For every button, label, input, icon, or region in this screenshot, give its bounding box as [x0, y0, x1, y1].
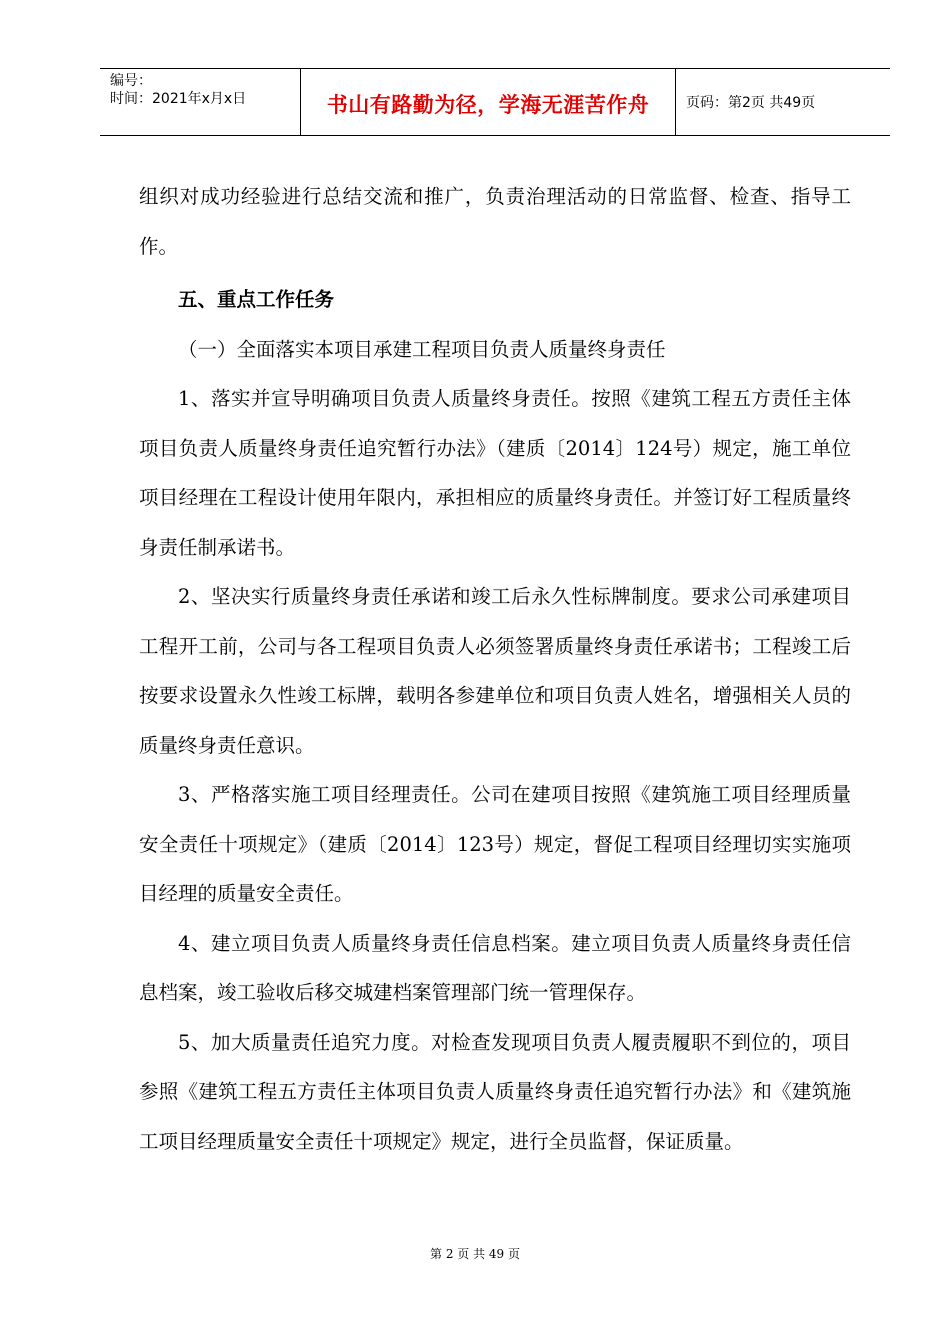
header-page-cell	[676, 69, 890, 135]
body-paragraph: 组织对成功经验进行总结交流和推广，负责治理活动的日常监督、检查、指导工作。	[139, 185, 851, 258]
body-paragraph: 3、严格落实施工项目经理责任。公司在建项目按照《建筑施工项目经理质量安全责任十项规定》（建质〔2014〕123号）规定，督促工程项目经理切实实施项目经理的质量安全责任。	[139, 783, 851, 905]
header-motto-cell	[301, 69, 676, 135]
subsection-heading: （一）全面落实本项目承建工程项目负责人质量终身责任	[178, 337, 666, 361]
document-body	[139, 172, 851, 1166]
section-heading: 五、重点工作任务	[178, 288, 335, 311]
footer-page-number: 第 2 页 共 49 页	[430, 1247, 520, 1261]
body-paragraph: 4、建立项目负责人质量终身责任信息档案。建立项目负责人质量终身责任信息档案，竣工验收后移交城建档案管理部门统一管理保存。	[139, 931, 851, 1004]
page-footer	[0, 1245, 950, 1262]
body-paragraph: 5、加大质量责任追究力度。对检查发现项目负责人履责履职不到位的，项目参照《建筑工程五方责任主体项目负责人质量终身责任追究暂行办法》和《建筑施工项目经理质量安全责任十项规定》规定，进行全员监督，保证质量。	[139, 1030, 851, 1153]
document-number-label: 编号：	[110, 73, 152, 89]
header-meta-cell	[100, 69, 301, 135]
document-time-label: 时间：2021年x月x日	[110, 91, 247, 107]
page-header	[100, 68, 890, 136]
body-paragraph: 1、落实并宣导明确项目负责人质量终身责任。按照《建筑工程五方责任主体项目负责人质量终身责任追究暂行办法》（建质〔2014〕124号）规定，施工单位项目经理在工程设计使用年限内，承担相应的质量终身责任。并签订好工程质量终身责任制承诺书。	[139, 387, 851, 559]
header-motto: 书山有路勤为径，学海无涯苦作舟	[326, 93, 650, 117]
header-page-label: 页码：第2页 共49页	[686, 95, 816, 111]
body-paragraph: 2、坚决实行质量终身责任承诺和竣工后永久性标牌制度。要求公司承建项目工程开工前，公司与各工程项目负责人必须签署质量终身责任承诺书；工程竣工后按要求设置永久性竣工标牌，载明各参建单位和项目负责人姓名，增强相关人员的质量终身责任意识。	[139, 585, 851, 757]
